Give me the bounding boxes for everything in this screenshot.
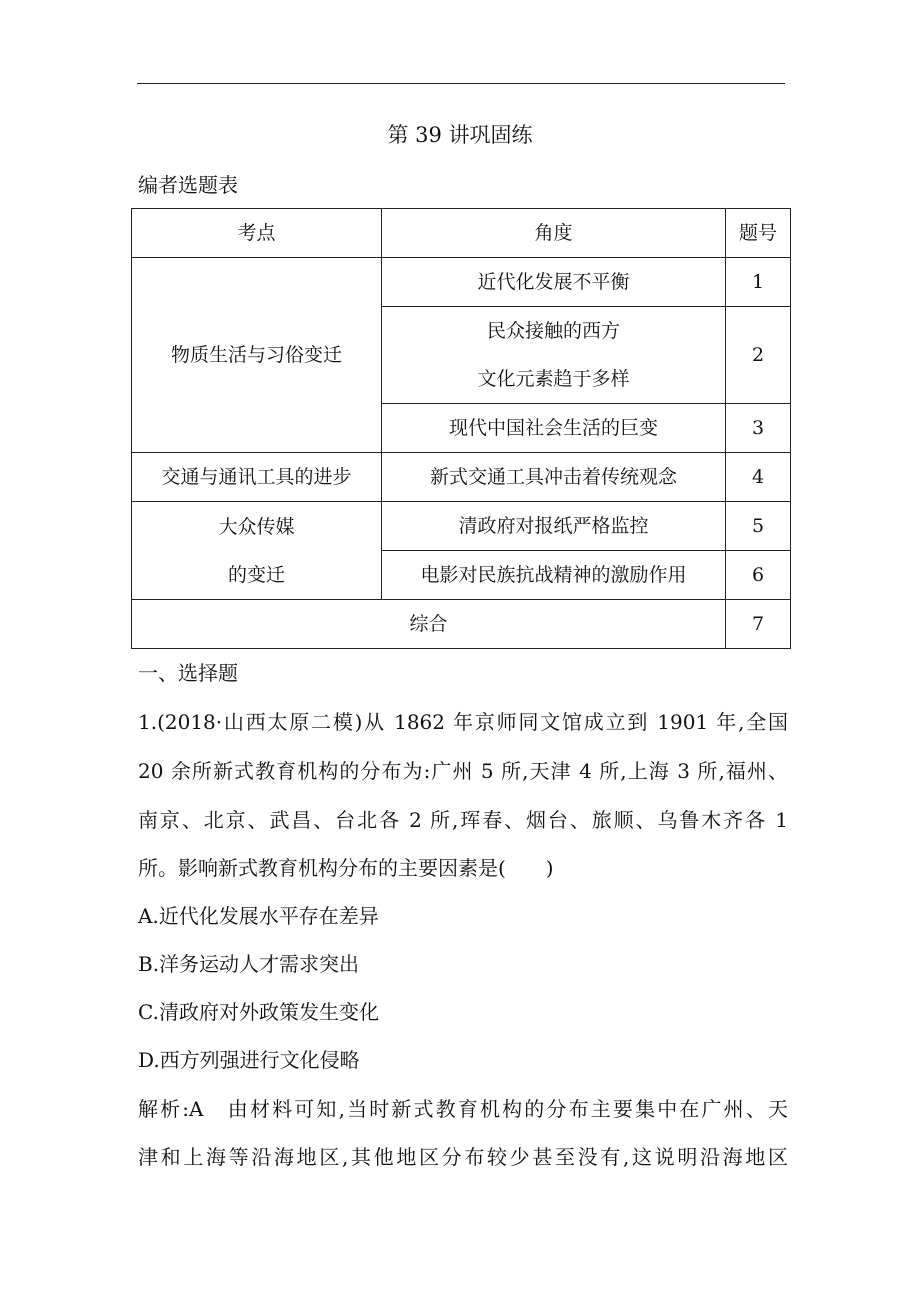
- topic-line: 的变迁: [227, 563, 285, 586]
- header-angle: 角度: [382, 209, 726, 258]
- table-caption: 编者选题表: [138, 173, 238, 197]
- angle-cell: [382, 307, 726, 404]
- table-row: [132, 600, 791, 649]
- number-cell: 6: [726, 551, 791, 600]
- angle-line: 文化元素趋于多样: [477, 368, 630, 390]
- table-row: [132, 502, 791, 551]
- option-c: C.清政府对外政策发生变化: [138, 1000, 379, 1024]
- number-cell: 4: [726, 453, 791, 502]
- analysis-line: 解析:A 由材料可知,当时新式教育机构的分布主要集中在广州、天: [138, 1097, 788, 1121]
- header-number: 题号: [726, 209, 791, 258]
- table-row: [132, 258, 791, 307]
- summary-cell: 综合: [132, 600, 726, 649]
- topic-cell: [132, 502, 382, 600]
- topic-cell: 交通与通讯工具的进步: [132, 453, 382, 502]
- angle-cell: 现代中国社会生活的巨变: [382, 404, 726, 453]
- number-cell: 5: [726, 502, 791, 551]
- table-header-row: [132, 209, 791, 258]
- angle-line: 民众接触的西方: [486, 320, 620, 342]
- topic-cell: 物质生活与习俗变迁: [132, 258, 382, 453]
- question-line: 20 余所新式教育机构的分布为:广州 5 所,天津 4 所,上海 3 所,福州、: [138, 759, 788, 783]
- option-b: B.洋务运动人才需求突出: [138, 952, 360, 976]
- number-cell: 7: [726, 600, 791, 649]
- angle-cell: 清政府对报纸严格监控: [382, 502, 726, 551]
- header-rule: [137, 83, 785, 84]
- page-title: 第 39 讲巩固练: [387, 123, 533, 147]
- analysis-line: 津和上海等沿海地区,其他地区分布较少甚至没有,这说明沿海地区: [138, 1145, 788, 1169]
- option-d: D.西方列强进行文化侵略: [138, 1048, 360, 1072]
- section-heading: 一、选择题: [138, 661, 238, 685]
- question-line: 南京、北京、武昌、台北各 2 所,珲春、烟台、旅顺、乌鲁木齐各 1: [138, 808, 788, 832]
- angle-cell: 电影对民族抗战精神的激励作用: [382, 551, 726, 600]
- number-cell: 3: [726, 404, 791, 453]
- number-cell: 2: [726, 307, 791, 404]
- topic-selection-table: [131, 208, 791, 649]
- topic-line: 大众传媒: [218, 515, 295, 538]
- header-topic: 考点: [132, 209, 382, 258]
- question-line: 1.(2018·山西太原二模)从 1862 年京师同文馆成立到 1901 年,全国: [138, 710, 788, 734]
- number-cell: 1: [726, 258, 791, 307]
- angle-cell: 新式交通工具冲击着传统观念: [382, 453, 726, 502]
- option-a: A.近代化发展水平存在差异: [138, 904, 379, 928]
- table-row: [132, 453, 791, 502]
- angle-cell: 近代化发展不平衡: [382, 258, 726, 307]
- question-line: 所。影响新式教育机构分布的主要因素是( ): [138, 856, 554, 880]
